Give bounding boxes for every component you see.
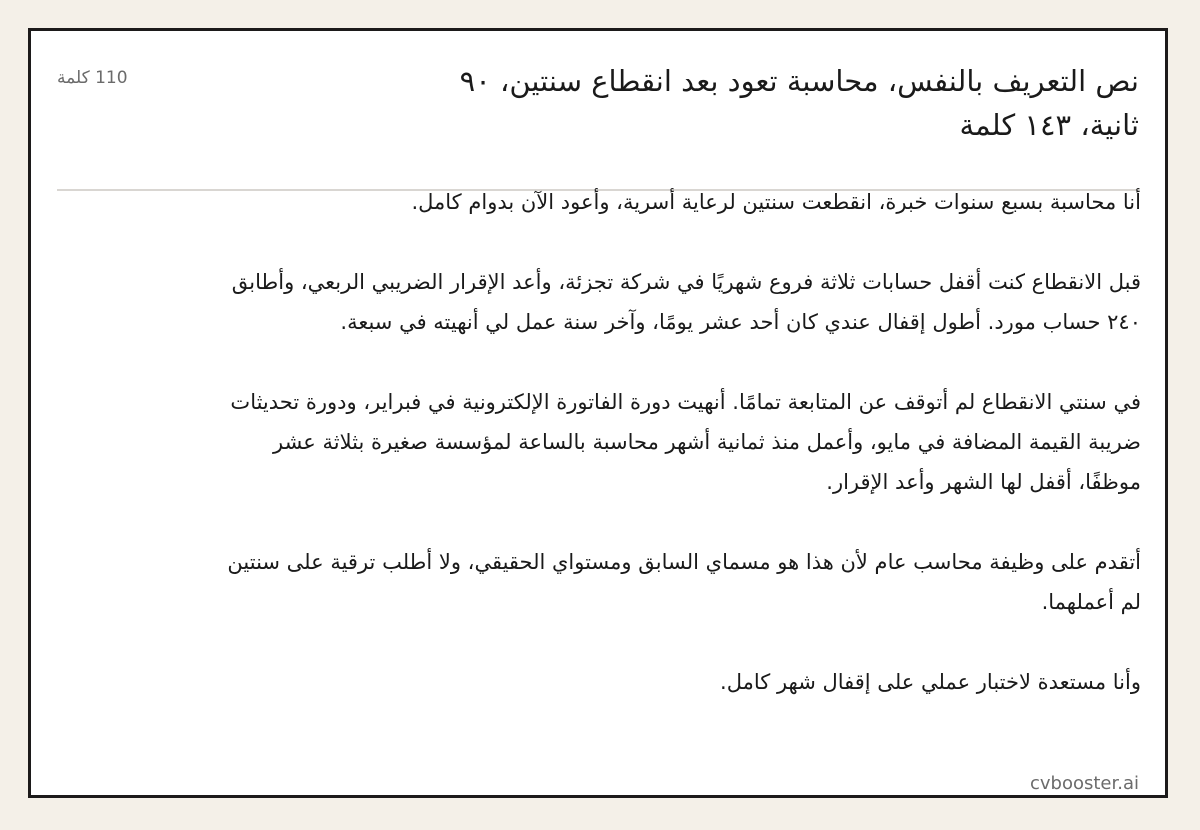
paragraph-target-role: أتقدم على وظيفة محاسب عام لأن هذا هو مسماي السابق ومستواي الحقيقي، ولا أطلب ترقية على سنتين لم أعملهما.	[227, 550, 1141, 614]
paragraph-intro: أنا محاسبة بسبع سنوات خبرة، انقطعت سنتين لرعاية أسرية، وأعود الآن بدوام كامل.	[411, 190, 1141, 214]
script-body	[221, 182, 1141, 742]
script-card	[28, 28, 1168, 798]
paragraph-before-break: قبل الانقطاع كنت أقفل حسابات ثلاثة فروع شهريًا في شركة تجزئة، وأعد الإقرار الضريبي الربعي، وأطابق ٢٤٠ حساب مورد. أطول إقفال عندي كان أحد عشر يومًا، وآخر سنة عمل لي أنهيته في سبعة.	[231, 270, 1141, 334]
paragraph-during-break: في سنتي الانقطاع لم أتوقف عن المتابعة تمامًا. أنهيت دورة الفاتورة الإلكترونية في فبراير، ودورة تحديثات ضريبة القيمة المضافة في مايو، وأعمل منذ ثمانية أشهر محاسبة بالساعة لمؤسسة صغيرة بثلاثة عشر موظفًا، أقفل لها الشهر وأعد الإقرار.	[230, 390, 1141, 494]
card-header	[57, 59, 1139, 191]
page-title: نص التعريف بالنفس، محاسبة تعود بعد انقطاع سنتين، ٩٠ ثانية، ١٤٣ كلمة	[459, 64, 1139, 142]
paragraph-closing: وأنا مستعدة لاختبار عملي على إقفال شهر كامل.	[720, 670, 1141, 694]
word-count-badge: 110 كلمة	[57, 68, 128, 88]
brand-watermark: cvbooster.ai	[1029, 773, 1139, 794]
